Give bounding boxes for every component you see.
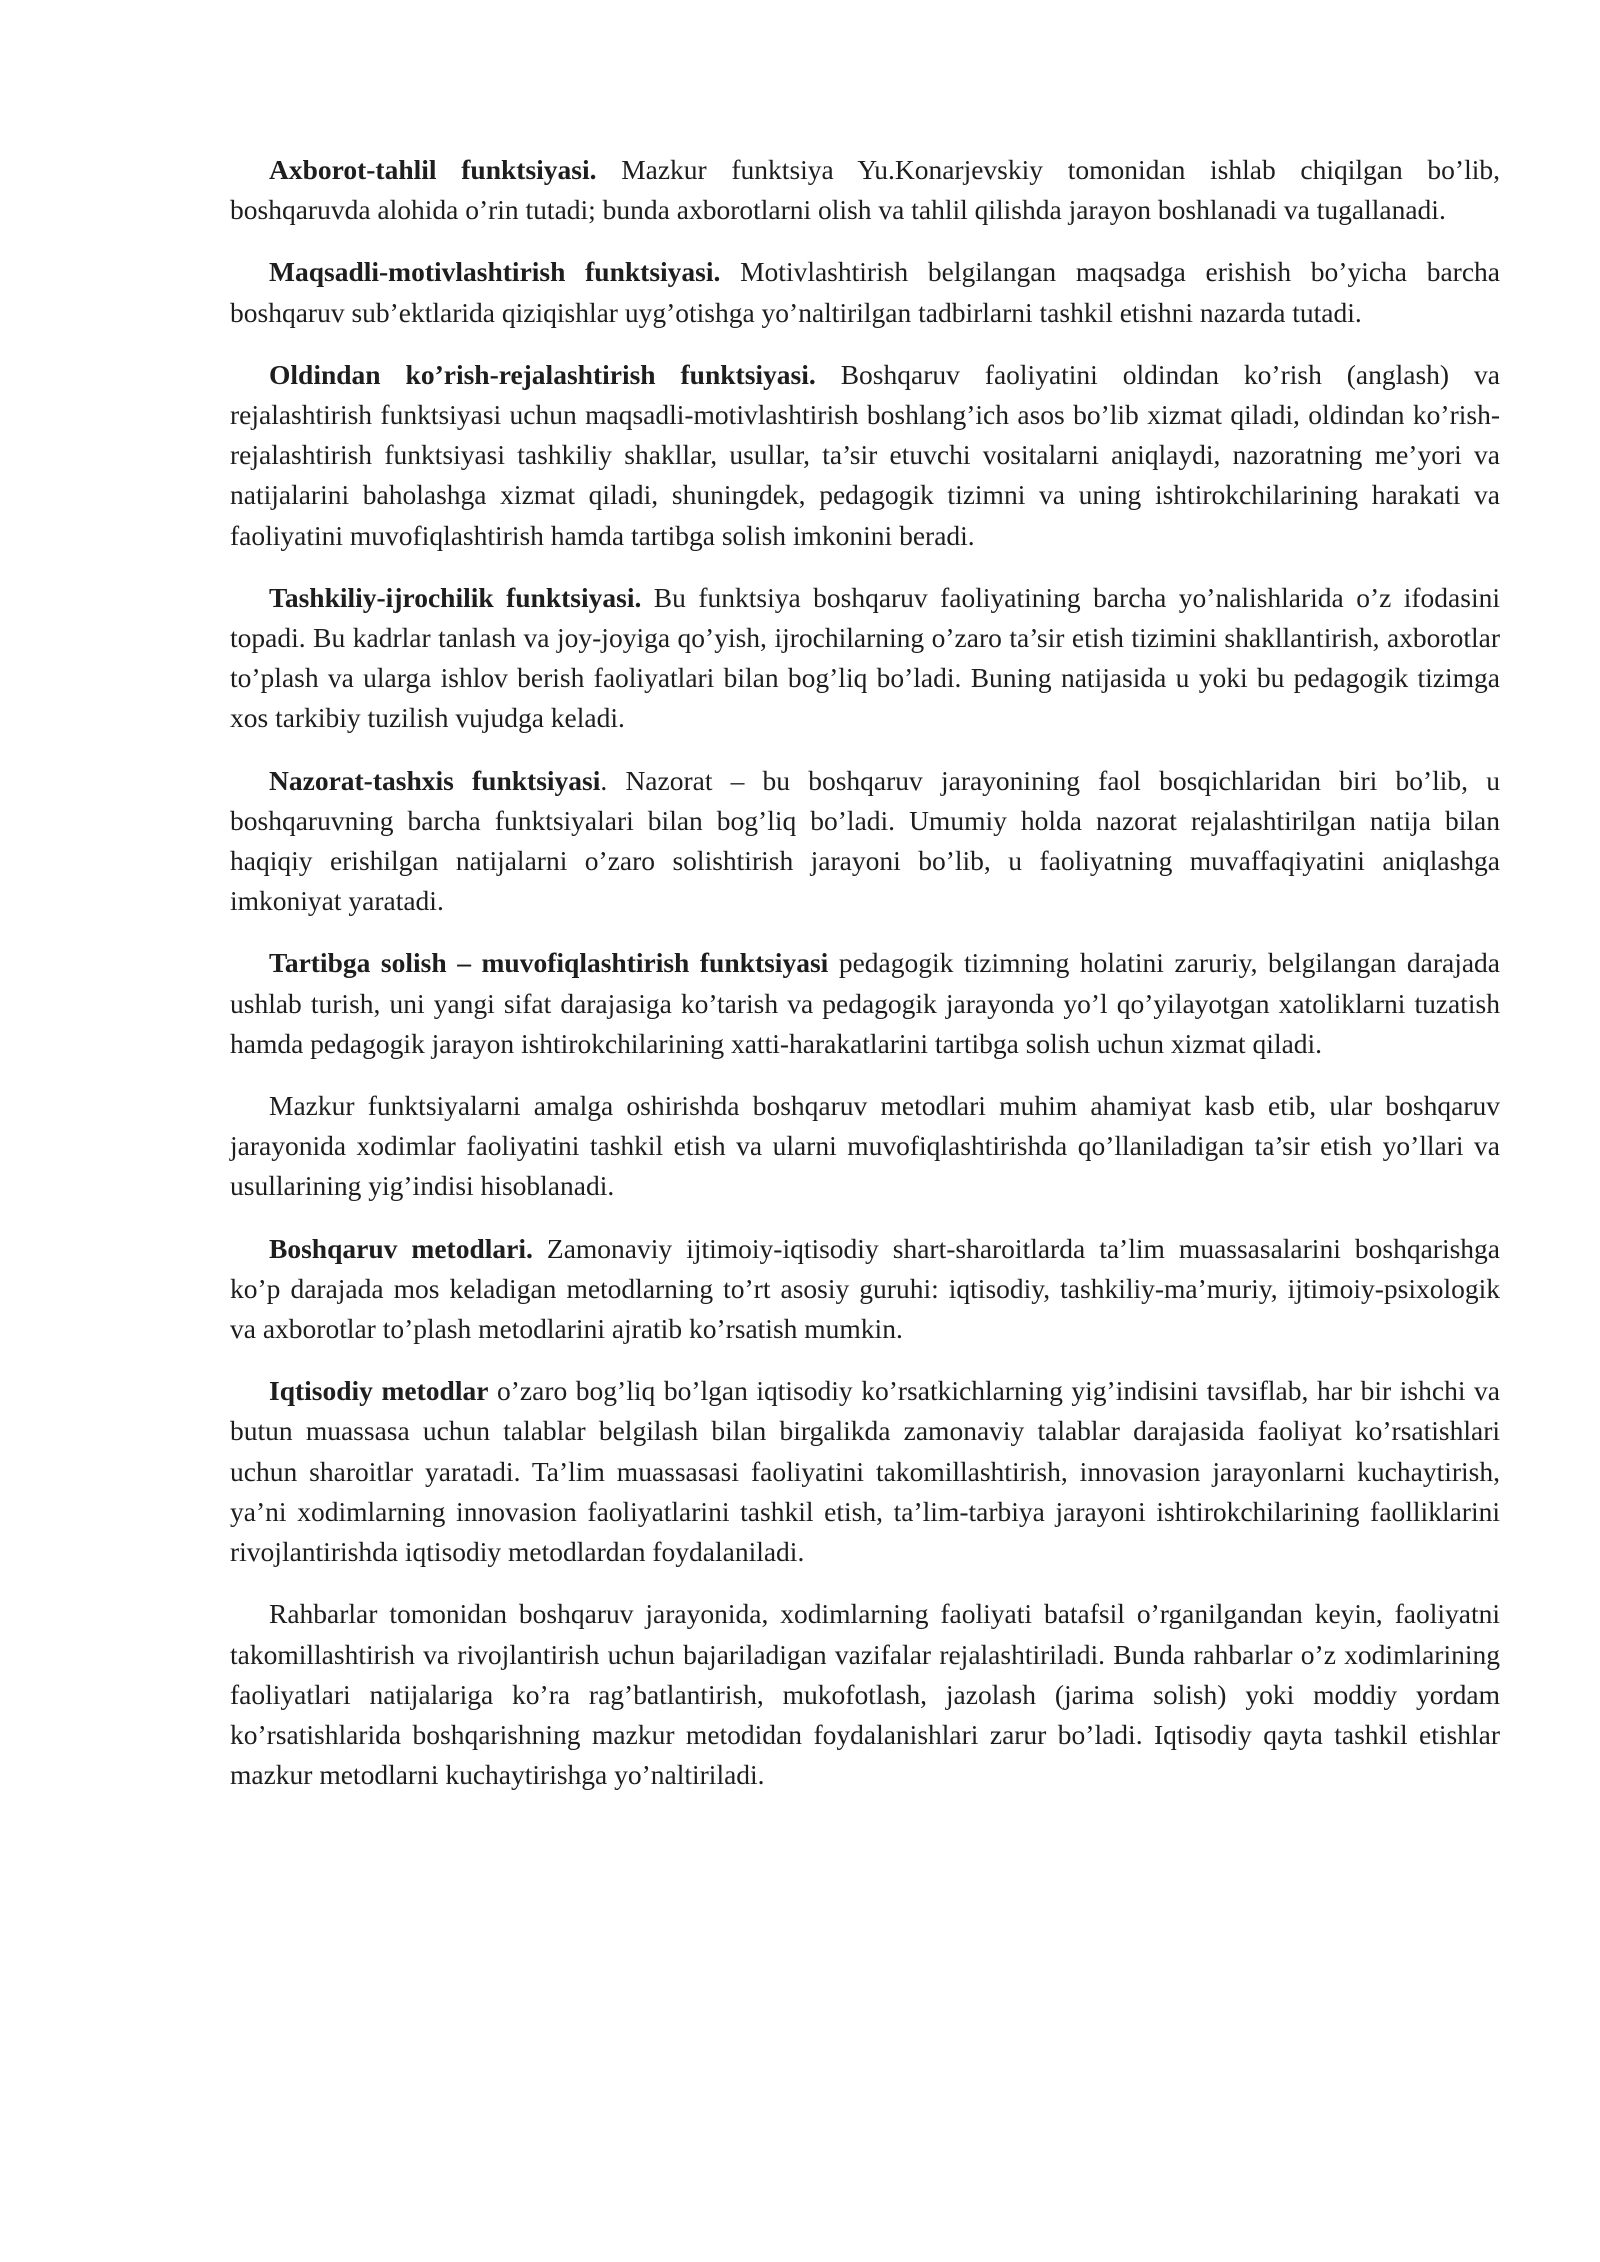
paragraph-body: pedagogik tizimning holatini zaruriy, belgilangan darajada ushlab turish, uni yangi sifat darajasiga ko’tarish va pedagogik jarayonda yo’l qo’yilayotgan xatoliklarni tuzatish hamda pedagogik jarayon ishtirokchilarining xatti-harakatlarini tartibga solish uchun xizmat qiladi.: [230, 947, 1500, 1059]
paragraph-body: o’zaro bog’liq bo’lgan iqtisodiy ko’rsatkichlarning yig’indisini tavsiflab, har bir ishchi va butun muassasa uchun talablar belgilash bilan birgalikda zamonaviy talablar darajasida faoliyat ko’rsatishlari uchun sharoitlar yaratadi. Ta’lim muassasasi faoliyatini takomillashtirish, innovasion jarayonlarni kuchaytirish, ya’ni xodimlarning innovasion faoliyatlarini tashkil etish, ta’lim-tarbiya jarayoni ishtirokchilarining faolliklarini rivojlantirishda iqtisodiy metodlardan foydalaniladi.: [230, 1375, 1500, 1568]
paragraph-axborot-tahlil: [230, 150, 1500, 230]
paragraph-body: Boshqaruv faoliyatini oldindan ko’rish (anglash) va rejalashtirish funktsiyasi uchun maqsadli-motivlashtirish boshlang’ich asos bo’lib xizmat qiladi, oldindan ko’rish-rejalashtirish funktsiyasi tashkiliy shakllar, usullar, ta’sir etuvchi vositalarni aniqlaydi, nazoratning me’yori va natijalarini baholashga xizmat qiladi, shuningdek, pedagogik tizimni va uning ishtirokchilarining harakati va faoliyatini muvofiqlashtirish hamda tartibga solish imkonini beradi.: [230, 358, 1500, 551]
paragraph-heading: Iqtisodiy metodlar: [269, 1375, 489, 1407]
paragraph-nazorat-tashxis: [230, 761, 1500, 922]
paragraph-boshqaruv-metodlari: [230, 1229, 1500, 1350]
paragraph-body: Mazkur funktsiya Yu.Konarjevskiy tomonidan ishlab chiqilgan bo’lib, boshqaruvda alohida o’rin tutadi; bunda axborotlarni olish va tahlil qilishda jarayon boshlanadi va tugallanadi.: [230, 154, 1500, 226]
paragraph-body: . Nazorat – bu boshqaruv jarayonining faol bosqichlaridan biri bo’lib, u boshqaruvning barcha funktsiyalari bilan bog’liq bo’ladi. Umumiy holda nazorat rejalashtirilgan natija bilan haqiqiy erishilgan natijalarni o’zaro solishtirish jarayoni bo’lib, u faoliyatning muvaffaqiyatini aniqlashga imkoniyat yaratadi.: [230, 764, 1500, 917]
paragraph-body: Mazkur funktsiyalarni amalga oshirishda boshqaruv metodlari muhim ahamiyat kasb etib, ular boshqaruv jarayonida xodimlar faoliyatini tashkil etish va ularni muvofiqlashtirishda qo’llaniladigan ta’sir etish yo’llari va usullarining yig’indisi hisoblanadi.: [230, 1090, 1500, 1202]
paragraph-mazkur-funktsiyalar: [230, 1086, 1500, 1207]
paragraph-oldindan-korish: [230, 355, 1500, 556]
paragraph-maqsadli-motivlashtirish: [230, 252, 1500, 332]
paragraph-body: Motivlashtirish belgilangan maqsadga erishish bo’yicha barcha boshqaruv sub’ektlarida qiziqishlar uyg’otishga yo’naltirilgan tadbirlarni tashkil etishni nazarda tutadi.: [230, 256, 1500, 328]
paragraph-heading: Tartibga solish – muvofiqlashtirish funktsiyasi: [269, 947, 829, 979]
paragraph-tashkiliy-ijrochilik: [230, 578, 1500, 739]
paragraph-rahbarlar: [230, 1594, 1500, 1795]
paragraph-body: Bu funktsiya boshqaruv faoliyatining barcha yo’nalishlarida o’z ifodasini topadi. Bu kadrlar tanlash va joy-joyiga qo’yish, ijrochilarning o’zaro ta’sir etish tizimini shakllantirish, axborotlar to’plash va ularga ishlov berish faoliyatlari bilan bog’liq bo’ladi. Buning natijasida u yoki bu pedagogik tizimga xos tarkibiy tuzilish vujudga keladi.: [230, 581, 1500, 734]
paragraph-heading: Axborot-tahlil funktsiyasi.: [269, 154, 597, 185]
paragraph-body: Rahbarlar tomonidan boshqaruv jarayonida, xodimlarning faoliyati batafsil o’rganilgandan keyin, faoliyatni takomillashtirish va rivojlantirish uchun bajariladigan vazifalar rejalashtiriladi. Bunda rahbarlar o’z xodimlarining faoliyatlari natijalariga ko’ra rag’batlantirish, mukofotlash, jazolash (jarima solish) yoki moddiy yordam ko’rsatishlarida boshqarishning mazkur metodidan foydalanishlari zarur bo’ladi. Iqtisodiy qayta tashkil etishlar mazkur metodlarni kuchaytirishga yo’naltiriladi.: [230, 1598, 1500, 1791]
paragraph-heading: Maqsadli-motivlashtirish funktsiyasi.: [269, 256, 721, 288]
paragraph-heading: Nazorat-tashxis funktsiyasi: [269, 764, 601, 796]
paragraph-iqtisodiy-metodlar: [230, 1371, 1500, 1572]
document-page: [230, 150, 1500, 1817]
paragraph-heading: Tashkiliy-ijrochilik funktsiyasi.: [269, 581, 642, 613]
paragraph-heading: Oldindan ko’rish-rejalashtirish funktsiyasi.: [269, 358, 816, 390]
paragraph-tartibga-solish: [230, 943, 1500, 1064]
paragraph-body: Zamonaviy ijtimoiy-iqtisodiy shart-sharoitlarda ta’lim muassasalarini boshqarishga ko’p darajada mos keladigan metodlarning to’rt asosiy guruhi: iqtisodiy, tashkiliy-ma’muriy, ijtimoiy-psixologik va axborotlar to’plash metodlarini ajratib ko’rsatish mumkin.: [230, 1232, 1500, 1345]
paragraph-heading: Boshqaruv metodlari.: [269, 1232, 533, 1264]
